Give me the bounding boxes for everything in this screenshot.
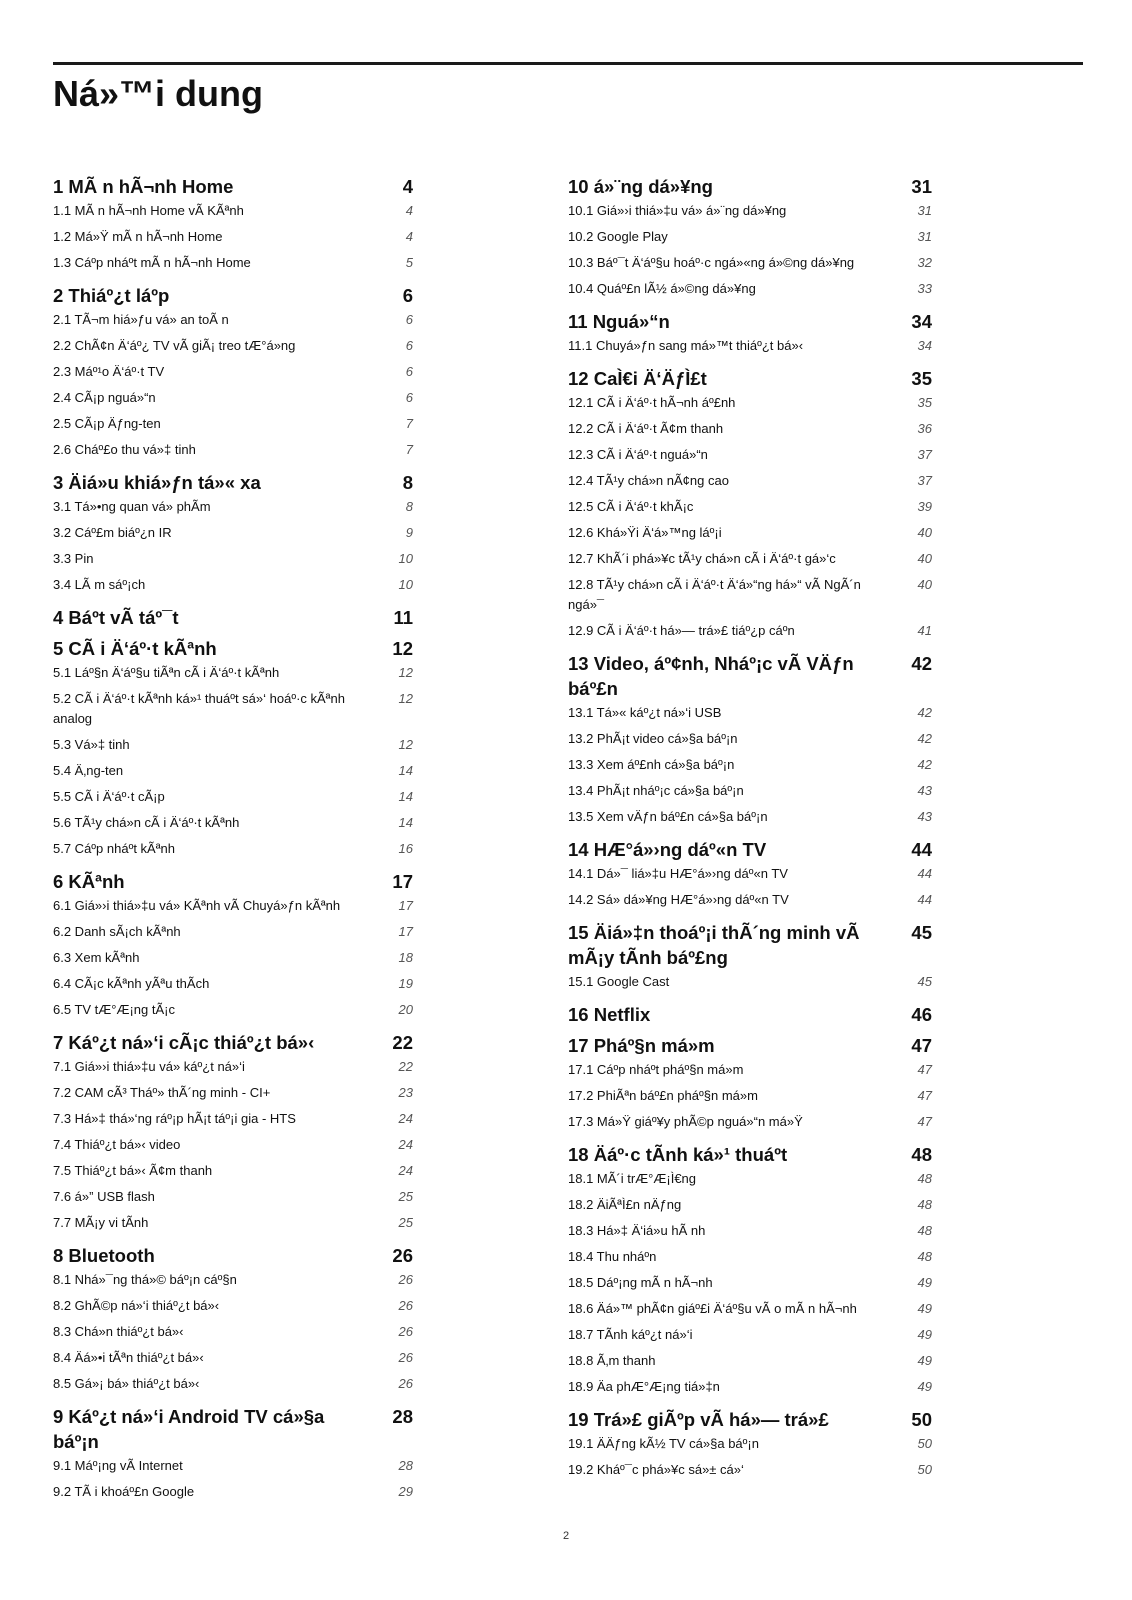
toc-entry-page: 6 (405, 364, 413, 379)
toc-section-page: 17 (392, 871, 413, 892)
toc-entry[interactable] (53, 1268, 413, 1294)
toc-entry[interactable] (53, 251, 413, 277)
toc-entry[interactable] (53, 1372, 413, 1398)
toc-entry-page: 42 (917, 705, 932, 720)
toc-entry-page: 49 (917, 1327, 932, 1342)
toc-entry-title: 15.1 Google Cast (568, 974, 670, 989)
toc-section-page: 22 (392, 1032, 413, 1053)
toc-section-page: 26 (392, 1245, 413, 1266)
toc-entry[interactable] (53, 1346, 413, 1372)
toc-entry-page: 23 (398, 1085, 413, 1100)
toc-entry[interactable] (568, 753, 932, 779)
toc-entry-title: 7.3 Há»‡ thá»‘ng ráº¡p hÃ¡t táº¡i gia - HTS (53, 1111, 296, 1126)
toc-entry-page: 48 (917, 1223, 932, 1238)
toc-entry-title: 7.2 CAM cÃ³ Tháº» thÃ´ng minh - CI+ (53, 1085, 271, 1100)
toc-entry[interactable] (568, 277, 932, 303)
top-rule (53, 62, 1083, 65)
toc-entry[interactable] (53, 1320, 413, 1346)
toc-section[interactable] (568, 1407, 932, 1432)
toc-entry-title: 6.5 TV tÆ°Æ¡ng tÃ¡c (53, 1002, 175, 1017)
toc-entry-title: 18.9 Äa phÆ°Æ¡ng tiá»‡n (568, 1379, 720, 1394)
toc-entry[interactable] (568, 251, 932, 277)
toc-entry-title: 13.5 Xem vÄƒn báº£n cá»§a báº¡n (568, 809, 768, 824)
toc-entry-page: 40 (917, 577, 932, 592)
toc-entry-page: 42 (917, 757, 932, 772)
toc-entry-title: 5.3 Vá»‡ tinh (53, 737, 130, 752)
toc-entry[interactable] (53, 495, 413, 521)
toc-entry-page: 39 (917, 499, 932, 514)
toc-entry-page: 28 (398, 1458, 413, 1473)
toc-entry-title: 12.6 Khá»Ÿi Ä‘á»™ng láº¡i (568, 525, 722, 540)
toc-section-page: 47 (911, 1035, 932, 1056)
toc-entry-page: 43 (917, 809, 932, 824)
toc-entry-page: 19 (398, 976, 413, 991)
toc-entry-page: 48 (917, 1171, 932, 1186)
toc-entry[interactable] (53, 1294, 413, 1320)
toc-entry-title: 18.3 Há»‡ Ä‘iá»u hÃ nh (568, 1223, 706, 1238)
toc-entry[interactable] (568, 619, 932, 645)
toc-entry-title: 10.1 Giá»›i thiá»‡u vá» á»¨ng dá»¥ng (568, 203, 787, 218)
toc-section-page: 46 (911, 1004, 932, 1025)
toc-entry-title: 13.3 Xem áº£nh cá»§a báº¡n (568, 757, 735, 772)
toc-entry[interactable] (53, 811, 413, 837)
toc-right-column (568, 174, 932, 1484)
toc-entry[interactable] (53, 1211, 413, 1237)
toc-entry[interactable] (53, 733, 413, 759)
toc-entry[interactable] (53, 1081, 413, 1107)
toc-section[interactable] (568, 837, 932, 862)
toc-entry[interactable] (53, 998, 413, 1024)
toc-entry-page: 18 (398, 950, 413, 965)
toc-entry-page: 26 (398, 1324, 413, 1339)
toc-entry[interactable] (53, 412, 413, 438)
toc-section-page: 42 (911, 653, 932, 674)
toc-section-page: 35 (911, 368, 932, 389)
toc-entry[interactable] (53, 1055, 413, 1081)
toc-entry-page: 49 (917, 1275, 932, 1290)
toc-entry-title: 18.6 Äá»™ phÃ¢n giáº£i Ä‘áº§u vÃ o mÃ n hÃ¬nh (568, 1301, 857, 1316)
toc-entry-page: 44 (917, 892, 932, 907)
toc-entry-title: 10.3 Báº¯t Ä‘áº§u hoáº·c ngá»«ng á»©ng dá»¥ng (568, 255, 855, 270)
toc-entry-title: 19.2 Kháº¯c phá»¥c sá»± cá»‘ (568, 1462, 744, 1477)
toc-entry-title: 1.1 MÃ n hÃ¬nh Home vÃ KÃªnh (53, 203, 244, 218)
toc-entry-page: 24 (398, 1163, 413, 1178)
toc-section-page: 50 (911, 1409, 932, 1430)
toc-entry[interactable] (53, 308, 413, 334)
toc-section[interactable] (568, 309, 932, 334)
toc-entry-title: 6.4 CÃ¡c kÃªnh yÃªu thÃch (53, 976, 210, 991)
toc-entry[interactable] (568, 1167, 932, 1193)
toc-section[interactable] (53, 869, 413, 894)
toc-section[interactable] (53, 1404, 413, 1454)
toc-section[interactable] (568, 1033, 932, 1058)
toc-entry-page: 47 (917, 1062, 932, 1077)
toc-entry-title: 12.8 TÃ¹y chá»n cÃ i Ä‘áº·t Ä‘á»“ng há»“ vÃ NgÃ´n ngá»¯ (568, 577, 861, 612)
toc-entry[interactable] (568, 1458, 932, 1484)
toc-entry-title: 10.4 Quáº£n lÃ½ á»©ng dá»¥ng (568, 281, 756, 296)
toc-entry-page: 32 (917, 255, 932, 270)
toc-entry-page: 29 (398, 1484, 413, 1499)
toc-entry-title: 7.7 MÃ¡y vi tÃnh (53, 1215, 149, 1230)
toc-entry-title: 12.4 TÃ¹y chá»n nÃ¢ng cao (568, 473, 729, 488)
toc-section[interactable] (568, 920, 932, 970)
toc-entry[interactable] (53, 1159, 413, 1185)
toc-entry-page: 12 (398, 665, 413, 680)
toc-section-title: 14 HÆ°á»›ng dáº«n TV (568, 839, 767, 860)
toc-entry-title: 18.4 Thu nháºn (568, 1249, 657, 1264)
toc-entry-page: 16 (398, 841, 413, 856)
toc-entry[interactable] (568, 334, 932, 360)
toc-entry-page: 6 (405, 338, 413, 353)
toc-entry[interactable] (53, 573, 413, 599)
toc-entry[interactable] (53, 837, 413, 863)
toc-entry[interactable] (568, 1297, 932, 1323)
toc-entry[interactable] (53, 894, 413, 920)
toc-entry-page: 50 (917, 1462, 932, 1477)
toc-section[interactable] (568, 651, 932, 701)
toc-entry-title: 18.8 Ã‚m thanh (568, 1353, 656, 1368)
toc-entry-title: 2.6 Cháº£o thu vá»‡ tinh (53, 442, 196, 457)
toc-entry[interactable] (53, 199, 413, 225)
toc-entry-page: 17 (398, 924, 413, 939)
toc-entry-title: 7.6 á»” USB flash (53, 1189, 155, 1204)
toc-entry-title: 7.5 Thiáº¿t bá»‹ Ã¢m thanh (53, 1163, 213, 1178)
toc-entry-title: 12.7 KhÃ´i phá»¥c tÃ¹y chá»n cÃ i Ä‘áº·t gá»‘c (568, 551, 836, 566)
toc-section[interactable] (53, 283, 413, 308)
toc-entry-title: 6.3 Xem kÃªnh (53, 950, 140, 965)
toc-entry-page: 24 (398, 1137, 413, 1152)
toc-section-title: 3 Äiá»u khiá»ƒn tá»« xa (53, 472, 261, 493)
toc-section-title: 17 Pháº§n má»m (568, 1035, 715, 1056)
toc-entry-page: 26 (398, 1350, 413, 1365)
toc-entry-page: 14 (398, 763, 413, 778)
toc-entry-title: 5.6 TÃ¹y chá»n cÃ i Ä‘áº·t kÃªnh (53, 815, 240, 830)
toc-entry-page: 12 (398, 737, 413, 752)
toc-entry-page: 44 (917, 866, 932, 881)
toc-section-page: 31 (911, 176, 932, 197)
toc-section[interactable] (568, 1002, 932, 1027)
toc-entry-title: 14.1 Dá»¯ liá»‡u HÆ°á»›ng dáº«n TV (568, 866, 788, 881)
toc-entry[interactable] (568, 805, 932, 831)
toc-entry[interactable] (568, 1432, 932, 1458)
toc-entry[interactable] (53, 1133, 413, 1159)
toc-entry[interactable] (568, 199, 932, 225)
toc-entry[interactable] (568, 495, 932, 521)
toc-section-title: 12 CaÌ€i Ä‘ÄƒÌ£t (568, 368, 707, 389)
toc-entry[interactable] (568, 1323, 932, 1349)
toc-entry[interactable] (568, 469, 932, 495)
toc-entry-title: 7.1 Giá»›i thiá»‡u vá» káº¿t ná»‘i (53, 1059, 245, 1074)
toc-entry-title: 12.2 CÃ i Ä‘áº·t Ã¢m thanh (568, 421, 724, 436)
toc-entry-title: 10.2 Google Play (568, 229, 668, 244)
toc-entry-title: 3.4 LÃ m sáº¡ch (53, 577, 146, 592)
toc-entry-title: 17.3 Má»Ÿ giáº¥y phÃ©p nguá»“n má»Ÿ (568, 1114, 803, 1129)
toc-entry[interactable] (568, 1271, 932, 1297)
toc-entry[interactable] (568, 1193, 932, 1219)
toc-entry[interactable] (568, 779, 932, 805)
toc-entry-title: 3.3 Pin (53, 551, 94, 566)
toc-entry-title: 1.3 Cáºp nháºt mÃ n hÃ¬nh Home (53, 255, 251, 270)
toc-entry[interactable] (53, 334, 413, 360)
toc-entry-page: 40 (917, 551, 932, 566)
toc-section-title: 19 Trá»£ giÃºp vÃ há»— trá»£ (568, 1409, 829, 1430)
toc-entry-page: 10 (398, 577, 413, 592)
toc-entry-page: 41 (917, 623, 932, 638)
toc-entry-page: 4 (405, 229, 413, 244)
toc-section[interactable] (53, 636, 413, 661)
toc-section-title: 10 á»¨ng dá»¥ng (568, 176, 713, 197)
toc-entry-page: 43 (917, 783, 932, 798)
toc-entry-title: 3.2 Cáº£m biáº¿n IR (53, 525, 172, 540)
toc-entry[interactable] (53, 521, 413, 547)
toc-entry[interactable] (568, 1375, 932, 1401)
page-number: 2 (562, 1530, 570, 1542)
toc-entry-title: 8.4 Äá»•i tÃªn thiáº¿t bá»‹ (53, 1350, 204, 1365)
toc-entry-page: 6 (405, 390, 413, 405)
toc-entry-title: 14.2 Sá» dá»¥ng HÆ°á»›ng dáº«n TV (568, 892, 789, 907)
toc-entry[interactable] (53, 972, 413, 998)
toc-entry-title: 3.1 Tá»•ng quan vá» phÃm (53, 499, 211, 514)
toc-entry[interactable] (568, 417, 932, 443)
toc-entry-page: 7 (405, 416, 413, 431)
toc-section[interactable] (568, 174, 932, 199)
toc-section-title: 1 MÃ n hÃ¬nh Home (53, 176, 234, 197)
toc-entry-title: 7.4 Thiáº¿t bá»‹ video (53, 1137, 181, 1152)
toc-entry-page: 37 (917, 447, 932, 462)
toc-section-title: 5 CÃ i Ä‘áº·t kÃªnh (53, 638, 217, 659)
toc-section[interactable] (53, 1243, 413, 1268)
toc-entry-page: 26 (398, 1298, 413, 1313)
toc-entry-page: 5 (405, 255, 413, 270)
toc-section[interactable] (53, 470, 413, 495)
toc-entry-title: 2.4 CÃ¡p nguá»“n (53, 390, 156, 405)
toc-entry-page: 9 (405, 525, 413, 540)
toc-entry-title: 2.5 CÃ¡p Äƒng-ten (53, 416, 161, 431)
toc-entry[interactable] (568, 862, 932, 888)
toc-entry[interactable] (53, 225, 413, 251)
toc-entry-title: 17.2 PhiÃªn báº£n pháº§n má»m (568, 1088, 758, 1103)
toc-entry[interactable] (568, 443, 932, 469)
toc-entry-page: 34 (917, 338, 932, 353)
toc-entry-title: 5.5 CÃ i Ä‘áº·t cÃ¡p (53, 789, 165, 804)
toc-entry-page: 35 (917, 395, 932, 410)
toc-section-title: 9 Káº¿t ná»‘i Android TV cá»§a báº¡n (53, 1406, 325, 1452)
toc-entry-page: 8 (405, 499, 413, 514)
toc-entry[interactable] (568, 970, 932, 996)
toc-entry-title: 18.7 TÃnh káº¿t ná»‘i (568, 1327, 693, 1342)
toc-section-title: 6 KÃªnh (53, 871, 125, 892)
toc-entry[interactable] (53, 1185, 413, 1211)
toc-entry-page: 6 (405, 312, 413, 327)
toc-entry[interactable] (568, 1084, 932, 1110)
toc-section[interactable] (568, 1142, 932, 1167)
toc-entry-page: 49 (917, 1301, 932, 1316)
toc-section-title: 13 Video, áº¢nh, Nháº¡c vÃ VÄƒn báº£n (568, 653, 854, 699)
toc-entry-title: 17.1 Cáºp nháºt pháº§n má»m (568, 1062, 744, 1077)
toc-section-page: 28 (392, 1406, 413, 1427)
toc-entry-page: 25 (398, 1189, 413, 1204)
toc-entry-page: 22 (398, 1059, 413, 1074)
toc-entry-title: 18.2 ÄiÃªÌ£n nÄƒng (568, 1197, 682, 1212)
toc-entry[interactable] (53, 1454, 413, 1480)
toc-entry-page: 47 (917, 1114, 932, 1129)
toc-entry-title: 18.5 Dáº¡ng mÃ n hÃ¬nh (568, 1275, 713, 1290)
toc-entry-page: 24 (398, 1111, 413, 1126)
toc-entry-page: 33 (917, 281, 932, 296)
toc-section-page: 48 (911, 1144, 932, 1165)
toc-entry-title: 9.1 Máº¡ng vÃ Internet (53, 1458, 183, 1473)
toc-section[interactable] (53, 605, 413, 630)
toc-section-title: 4 Báºt vÃ táº¯t (53, 607, 179, 628)
toc-entry-title: 2.3 Máº¹o Ä‘áº·t TV (53, 364, 165, 379)
toc-entry-page: 7 (405, 442, 413, 457)
toc-entry[interactable] (568, 225, 932, 251)
toc-entry[interactable] (53, 438, 413, 464)
toc-entry[interactable] (568, 573, 932, 619)
toc-section-title: 15 Äiá»‡n thoáº¡i thÃ´ng minh vÃ mÃ¡y tÃnh báº£ng (568, 922, 860, 968)
toc-section-page: 45 (911, 922, 932, 943)
toc-entry[interactable] (568, 391, 932, 417)
toc-entry-title: 8.3 Chá»n thiáº¿t bá»‹ (53, 1324, 184, 1339)
toc-entry[interactable] (53, 759, 413, 785)
toc-entry[interactable] (53, 687, 413, 733)
toc-entry-page: 31 (917, 203, 932, 218)
toc-entry[interactable] (568, 1219, 932, 1245)
toc-entry-page: 14 (398, 789, 413, 804)
toc-entry-page: 10 (398, 551, 413, 566)
toc-section-page: 8 (402, 472, 413, 493)
toc-section-title: 11 Nguá»“n (568, 311, 670, 332)
toc-entry-title: 8.1 Nhá»¯ng thá»© báº¡n cáº§n (53, 1272, 237, 1287)
toc-entry[interactable] (568, 1349, 932, 1375)
toc-entry-title: 12.1 CÃ i Ä‘áº·t hÃ¬nh áº£nh (568, 395, 736, 410)
toc-entry-page: 45 (917, 974, 932, 989)
toc-section[interactable] (568, 366, 932, 391)
toc-entry-page: 4 (405, 203, 413, 218)
toc-entry-title: 5.1 Láº§n Ä‘áº§u tiÃªn cÃ i Ä‘áº·t kÃªnh (53, 665, 280, 680)
toc-entry-page: 37 (917, 473, 932, 488)
toc-entry[interactable] (53, 920, 413, 946)
toc-entry-page: 26 (398, 1272, 413, 1287)
toc-entry[interactable] (53, 360, 413, 386)
toc-entry[interactable] (53, 661, 413, 687)
toc-entry-title: 13.1 Tá»« káº¿t ná»‘i USB (568, 705, 722, 720)
toc-entry-title: 1.2 Má»Ÿ mÃ n hÃ¬nh Home (53, 229, 223, 244)
toc-entry-page: 49 (917, 1379, 932, 1394)
toc-entry[interactable] (568, 701, 932, 727)
toc-entry[interactable] (53, 547, 413, 573)
toc-section-page: 34 (911, 311, 932, 332)
toc-entry-title: 6.2 Danh sÃ¡ch kÃªnh (53, 924, 181, 939)
toc-entry-page: 48 (917, 1249, 932, 1264)
toc-entry-page: 31 (917, 229, 932, 244)
toc-section-title: 18 Äáº·c tÃnh ká»¹ thuáºt (568, 1144, 788, 1165)
toc-entry-title: 13.2 PhÃ¡t video cá»§a báº¡n (568, 731, 738, 746)
toc-section-page: 4 (402, 176, 413, 197)
toc-entry-page: 47 (917, 1088, 932, 1103)
toc-entry-page: 49 (917, 1353, 932, 1368)
toc-entry-title: 9.2 TÃ i khoáº£n Google (53, 1484, 195, 1499)
toc-entry-title: 18.1 MÃ´i trÆ°Æ¡Ì€ng (568, 1171, 697, 1186)
toc-entry[interactable] (53, 946, 413, 972)
toc-entry-page: 48 (917, 1197, 932, 1212)
page-title: Ná»™i dung (53, 73, 264, 114)
toc-section-page: 6 (402, 285, 413, 306)
toc-entry[interactable] (53, 785, 413, 811)
toc-entry[interactable] (568, 547, 932, 573)
toc-entry[interactable] (568, 1245, 932, 1271)
toc-section[interactable] (53, 1030, 413, 1055)
toc-entry-title: 19.1 ÄÄƒng kÃ½ TV cá»§a báº¡n (568, 1436, 759, 1451)
toc-section-title: 16 Netflix (568, 1004, 651, 1025)
toc-section-page: 12 (392, 638, 413, 659)
toc-entry-title: 5.4 Ä‚ng-ten (53, 763, 124, 778)
toc-entry-page: 50 (917, 1436, 932, 1451)
toc-section[interactable] (53, 174, 413, 199)
toc-entry-title: 13.4 PhÃ¡t nháº¡c cá»§a báº¡n (568, 783, 744, 798)
toc-entry-page: 17 (398, 898, 413, 913)
toc-entry-title: 5.7 Cáºp nháºt kÃªnh (53, 841, 175, 856)
toc-entry[interactable] (568, 521, 932, 547)
toc-entry-page: 36 (917, 421, 932, 436)
toc-entry-title: 12.5 CÃ i Ä‘áº·t khÃ¡c (568, 499, 694, 514)
toc-entry-page: 20 (398, 1002, 413, 1017)
toc-entry[interactable] (568, 727, 932, 753)
toc-entry[interactable] (53, 386, 413, 412)
toc-entry-page: 14 (398, 815, 413, 830)
toc-section-title: 2 Thiáº¿t láºp (53, 285, 170, 306)
toc-entry-page: 26 (398, 1376, 413, 1391)
toc-entry-title: 8.5 Gá»¡ bá» thiáº¿t bá»‹ (53, 1376, 200, 1391)
toc-left-column (53, 174, 413, 1506)
toc-entry-page: 40 (917, 525, 932, 540)
toc-entry-title: 12.9 CÃ i Ä‘áº·t há»— trá»£ tiáº¿p cáºn (568, 623, 795, 638)
toc-section-page: 11 (393, 607, 413, 628)
toc-entry-title: 11.1 Chuyá»ƒn sang má»™t thiáº¿t bá»‹ (568, 338, 804, 353)
toc-entry-title: 2.1 TÃ¬m hiá»ƒu vá» an toÃ n (53, 312, 229, 327)
toc-entry-title: 2.2 ChÃ¢n Ä‘áº¿ TV vÃ giÃ¡ treo tÆ°á»ng (53, 338, 296, 353)
toc-entry-page: 12 (398, 691, 413, 706)
toc-section-title: 7 Káº¿t ná»‘i cÃ¡c thiáº¿t bá»‹ (53, 1032, 315, 1053)
toc-entry-page: 25 (398, 1215, 413, 1230)
toc-entry-title: 12.3 CÃ i Ä‘áº·t nguá»“n (568, 447, 708, 462)
toc-entry[interactable] (568, 1110, 932, 1136)
toc-entry[interactable] (568, 1058, 932, 1084)
toc-entry-title: 6.1 Giá»›i thiá»‡u vá» KÃªnh vÃ Chuyá»ƒn kÃªnh (53, 898, 341, 913)
toc-entry[interactable] (568, 888, 932, 914)
toc-entry[interactable] (53, 1480, 413, 1506)
toc-entry-title: 8.2 GhÃ©p ná»‘i thiáº¿t bá»‹ (53, 1298, 220, 1313)
toc-entry-title: 5.2 CÃ i Ä‘áº·t kÃªnh ká»¹ thuáºt sá»‘ hoáº·c kÃªnh analog (53, 691, 345, 726)
toc-section-page: 44 (911, 839, 932, 860)
toc-entry[interactable] (53, 1107, 413, 1133)
toc-entry-page: 42 (917, 731, 932, 746)
toc-section-title: 8 Bluetooth (53, 1245, 155, 1266)
